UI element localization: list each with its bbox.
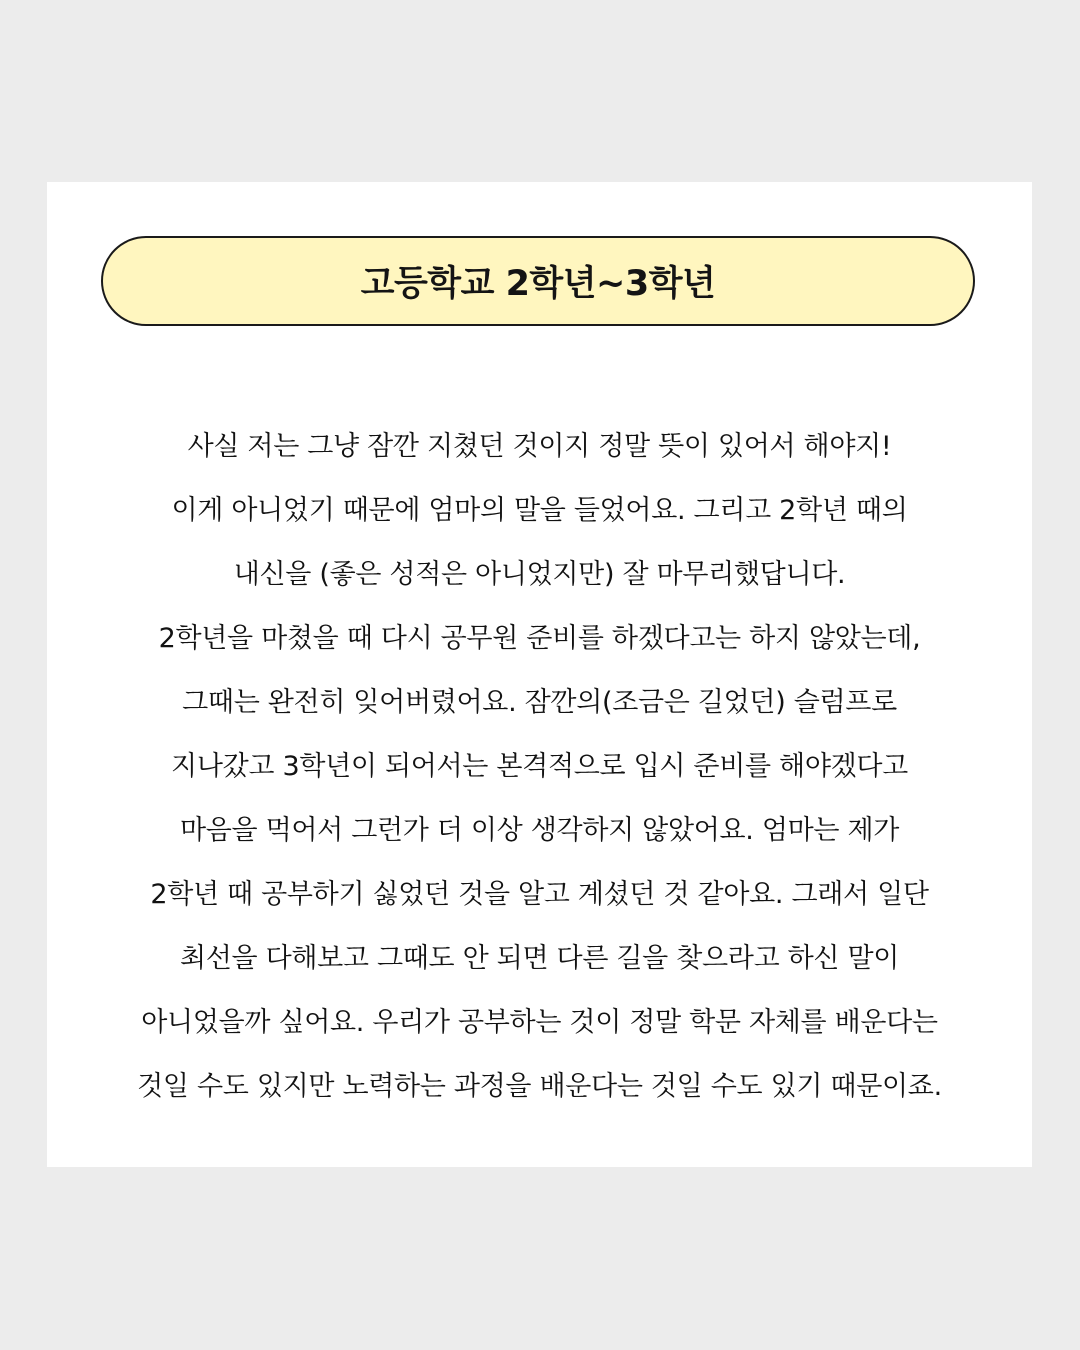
body-line: 지나갔고 3학년이 되어서는 본격적으로 입시 준비를 해야겠다고 bbox=[171, 751, 908, 782]
body-line: 2학년 때 공부하기 싫었던 것을 알고 계셨던 것 같아요. 그래서 일단 bbox=[150, 879, 929, 910]
body-line: 마음을 먹어서 그런가 더 이상 생각하지 않았어요. 엄마는 제가 bbox=[179, 815, 900, 846]
title-banner bbox=[101, 236, 975, 326]
body-line: 그때는 완전히 잊어버렸어요. 잠깐의(조금은 길었던) 슬럼프로 bbox=[182, 687, 897, 718]
body-line: 내신을 (좋은 성적은 아니었지만) 잘 마무리했답니다. bbox=[233, 559, 846, 590]
body-line: 사실 저는 그냥 잠깐 지쳤던 것이지 정말 뜻이 있어서 해야지! bbox=[187, 431, 892, 462]
body-line: 2학년을 마쳤을 때 다시 공무원 준비를 하겠다고는 하지 않았는데, bbox=[158, 623, 921, 654]
page-title: 고등학교 2학년~3학년 bbox=[360, 264, 716, 304]
content-card bbox=[47, 182, 1032, 1167]
body-line: 아니었을까 싶어요. 우리가 공부하는 것이 정말 학문 자체를 배운다는 bbox=[141, 1007, 938, 1038]
body-line: 최선을 다해보고 그때도 안 되면 다른 길을 찾으라고 하신 말이 bbox=[179, 943, 900, 974]
body-line: 이게 아니었기 때문에 엄마의 말을 들었어요. 그리고 2학년 때의 bbox=[171, 495, 908, 526]
body-paragraph bbox=[87, 423, 992, 1127]
body-line: 것일 수도 있지만 노력하는 과정을 배운다는 것일 수도 있기 때문이죠. bbox=[137, 1071, 942, 1102]
